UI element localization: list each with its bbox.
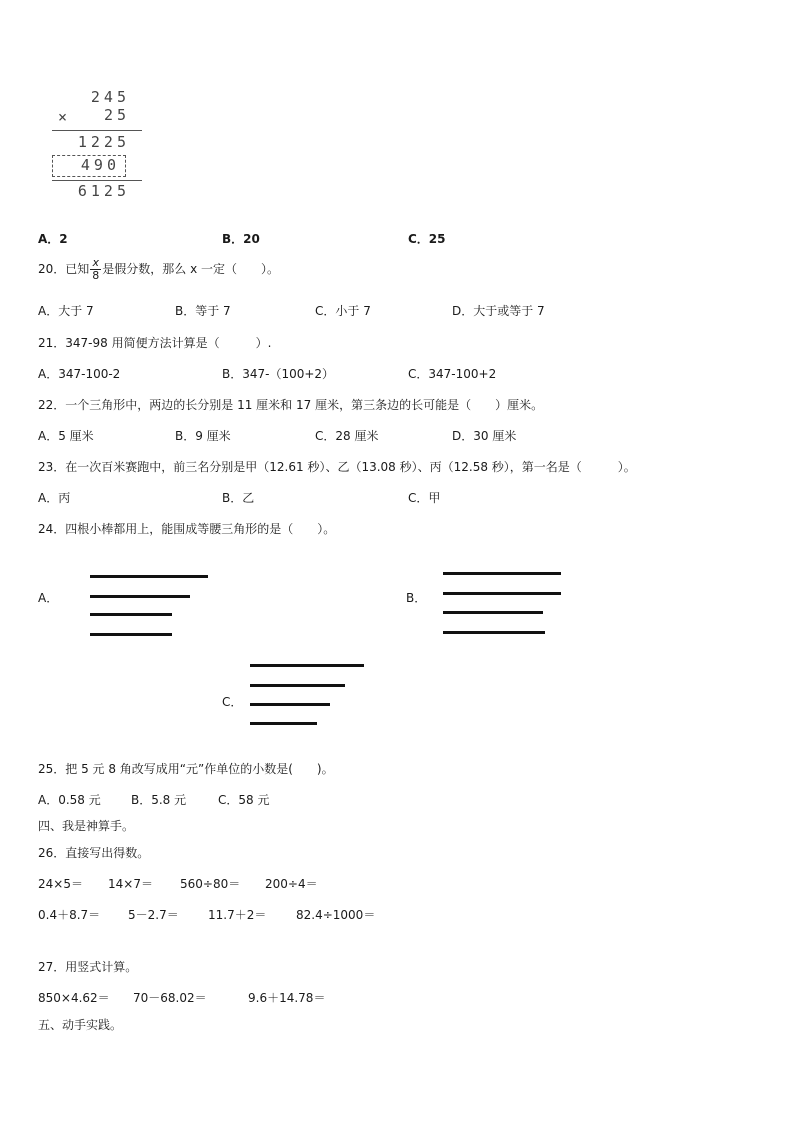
q25-option-c: C．58 元 xyxy=(218,793,270,807)
q21-option-c: C．347-100+2 xyxy=(408,367,497,381)
q22-option-c: C．28 厘米 xyxy=(315,429,379,443)
q20-option-a: A．大于 7 xyxy=(38,304,94,318)
q26-item: 200÷4＝ xyxy=(265,877,318,891)
q26-item: 5－2.7＝ xyxy=(128,908,179,922)
q25-option-a: A．0.58 元 xyxy=(38,793,101,807)
product: 6125 xyxy=(77,182,130,200)
q19-option-a: A．2 xyxy=(38,232,68,246)
q26-item: 14×7＝ xyxy=(108,877,153,891)
q20-fraction xyxy=(90,257,101,282)
q24-label-b: B． xyxy=(406,591,427,605)
q26-item: 24×5＝ xyxy=(38,877,83,891)
q27-item: 850×4.62＝ xyxy=(38,991,110,1005)
stick-a4 xyxy=(90,633,172,636)
q21-question: 21．347-98 用简便方法计算是（ ）. xyxy=(38,336,272,350)
multiplicand: 245 xyxy=(90,88,130,106)
q20-suffix: 是假分数，那么 x 一定（ ）。 xyxy=(102,262,280,276)
stick-a2 xyxy=(90,595,190,598)
stick-c1 xyxy=(250,664,364,667)
section-5-heading: 五、动手实践。 xyxy=(38,1018,123,1032)
q26-item: 560÷80＝ xyxy=(180,877,241,891)
stick-c3 xyxy=(250,703,330,706)
q24-question: 24．四根小棒都用上，能围成等腰三角形的是（ ）。 xyxy=(38,522,336,536)
rule-1 xyxy=(52,130,142,131)
q24-label-c: C． xyxy=(222,695,243,709)
q19-option-c: C．25 xyxy=(408,232,446,246)
partial-product-2: 490 xyxy=(80,156,120,174)
partial-product-1: 1225 xyxy=(77,133,130,151)
stick-b1 xyxy=(443,572,561,575)
stick-c2 xyxy=(250,684,345,687)
q20-prefix: 20．已知 xyxy=(38,262,90,276)
q25-question: 25．把 5 元 8 角改写成用“元”作单位的小数是( )。 xyxy=(38,762,334,776)
stick-b2 xyxy=(443,592,561,595)
q22-option-d: D．30 厘米 xyxy=(452,429,517,443)
q26-item: 11.7＋2＝ xyxy=(208,908,267,922)
q23-question: 23．在一次百米赛跑中，前三名分别是甲（12.61 秒）、乙（13.08 秒）、丙（12.58 秒），第一名是（ ）。 xyxy=(38,460,636,474)
q26-question: 26．直接写出得数。 xyxy=(38,846,150,860)
q26-item: 0.4＋8.7＝ xyxy=(38,908,101,922)
stick-b4 xyxy=(443,631,545,634)
q21-option-b: B．347-（100+2） xyxy=(222,367,335,381)
q25-option-b: B．5.8 元 xyxy=(131,793,187,807)
q23-option-c: C．甲 xyxy=(408,491,441,505)
q26-item: 82.4÷1000＝ xyxy=(296,908,376,922)
q22-option-a: A．5 厘米 xyxy=(38,429,94,443)
fraction-denominator: 8 xyxy=(92,269,100,282)
stick-a1 xyxy=(90,575,208,578)
stick-c4 xyxy=(250,722,317,725)
q21-option-a: A．347-100-2 xyxy=(38,367,121,381)
q27-item: 70－68.02＝ xyxy=(133,991,207,1005)
q22-option-b: B．9 厘米 xyxy=(175,429,231,443)
stick-b3 xyxy=(443,611,543,614)
multiply-sign: × xyxy=(58,108,68,126)
multiplication-figure xyxy=(48,88,148,200)
fraction-numerator: x xyxy=(90,257,101,270)
stick-a3 xyxy=(90,613,172,616)
q22-question: 22．一个三角形中，两边的长分别是 11 厘米和 17 厘米，第三条边的长可能是（ ）厘米。 xyxy=(38,398,544,412)
q23-option-a: A．丙 xyxy=(38,491,71,505)
q20-question xyxy=(38,256,279,282)
q19-option-b: B．20 xyxy=(222,232,260,246)
multiplier: 25 xyxy=(103,106,130,124)
q20-option-d: D．大于或等于 7 xyxy=(452,304,545,318)
q27-item: 9.6＋14.78＝ xyxy=(248,991,326,1005)
q27-question: 27．用竖式计算。 xyxy=(38,960,138,974)
q20-option-b: B．等于 7 xyxy=(175,304,231,318)
q23-option-b: B．乙 xyxy=(222,491,255,505)
q24-label-a: A． xyxy=(38,591,59,605)
q20-option-c: C．小于 7 xyxy=(315,304,371,318)
rule-2 xyxy=(52,180,142,181)
section-4-heading: 四、我是神算手。 xyxy=(38,819,135,833)
